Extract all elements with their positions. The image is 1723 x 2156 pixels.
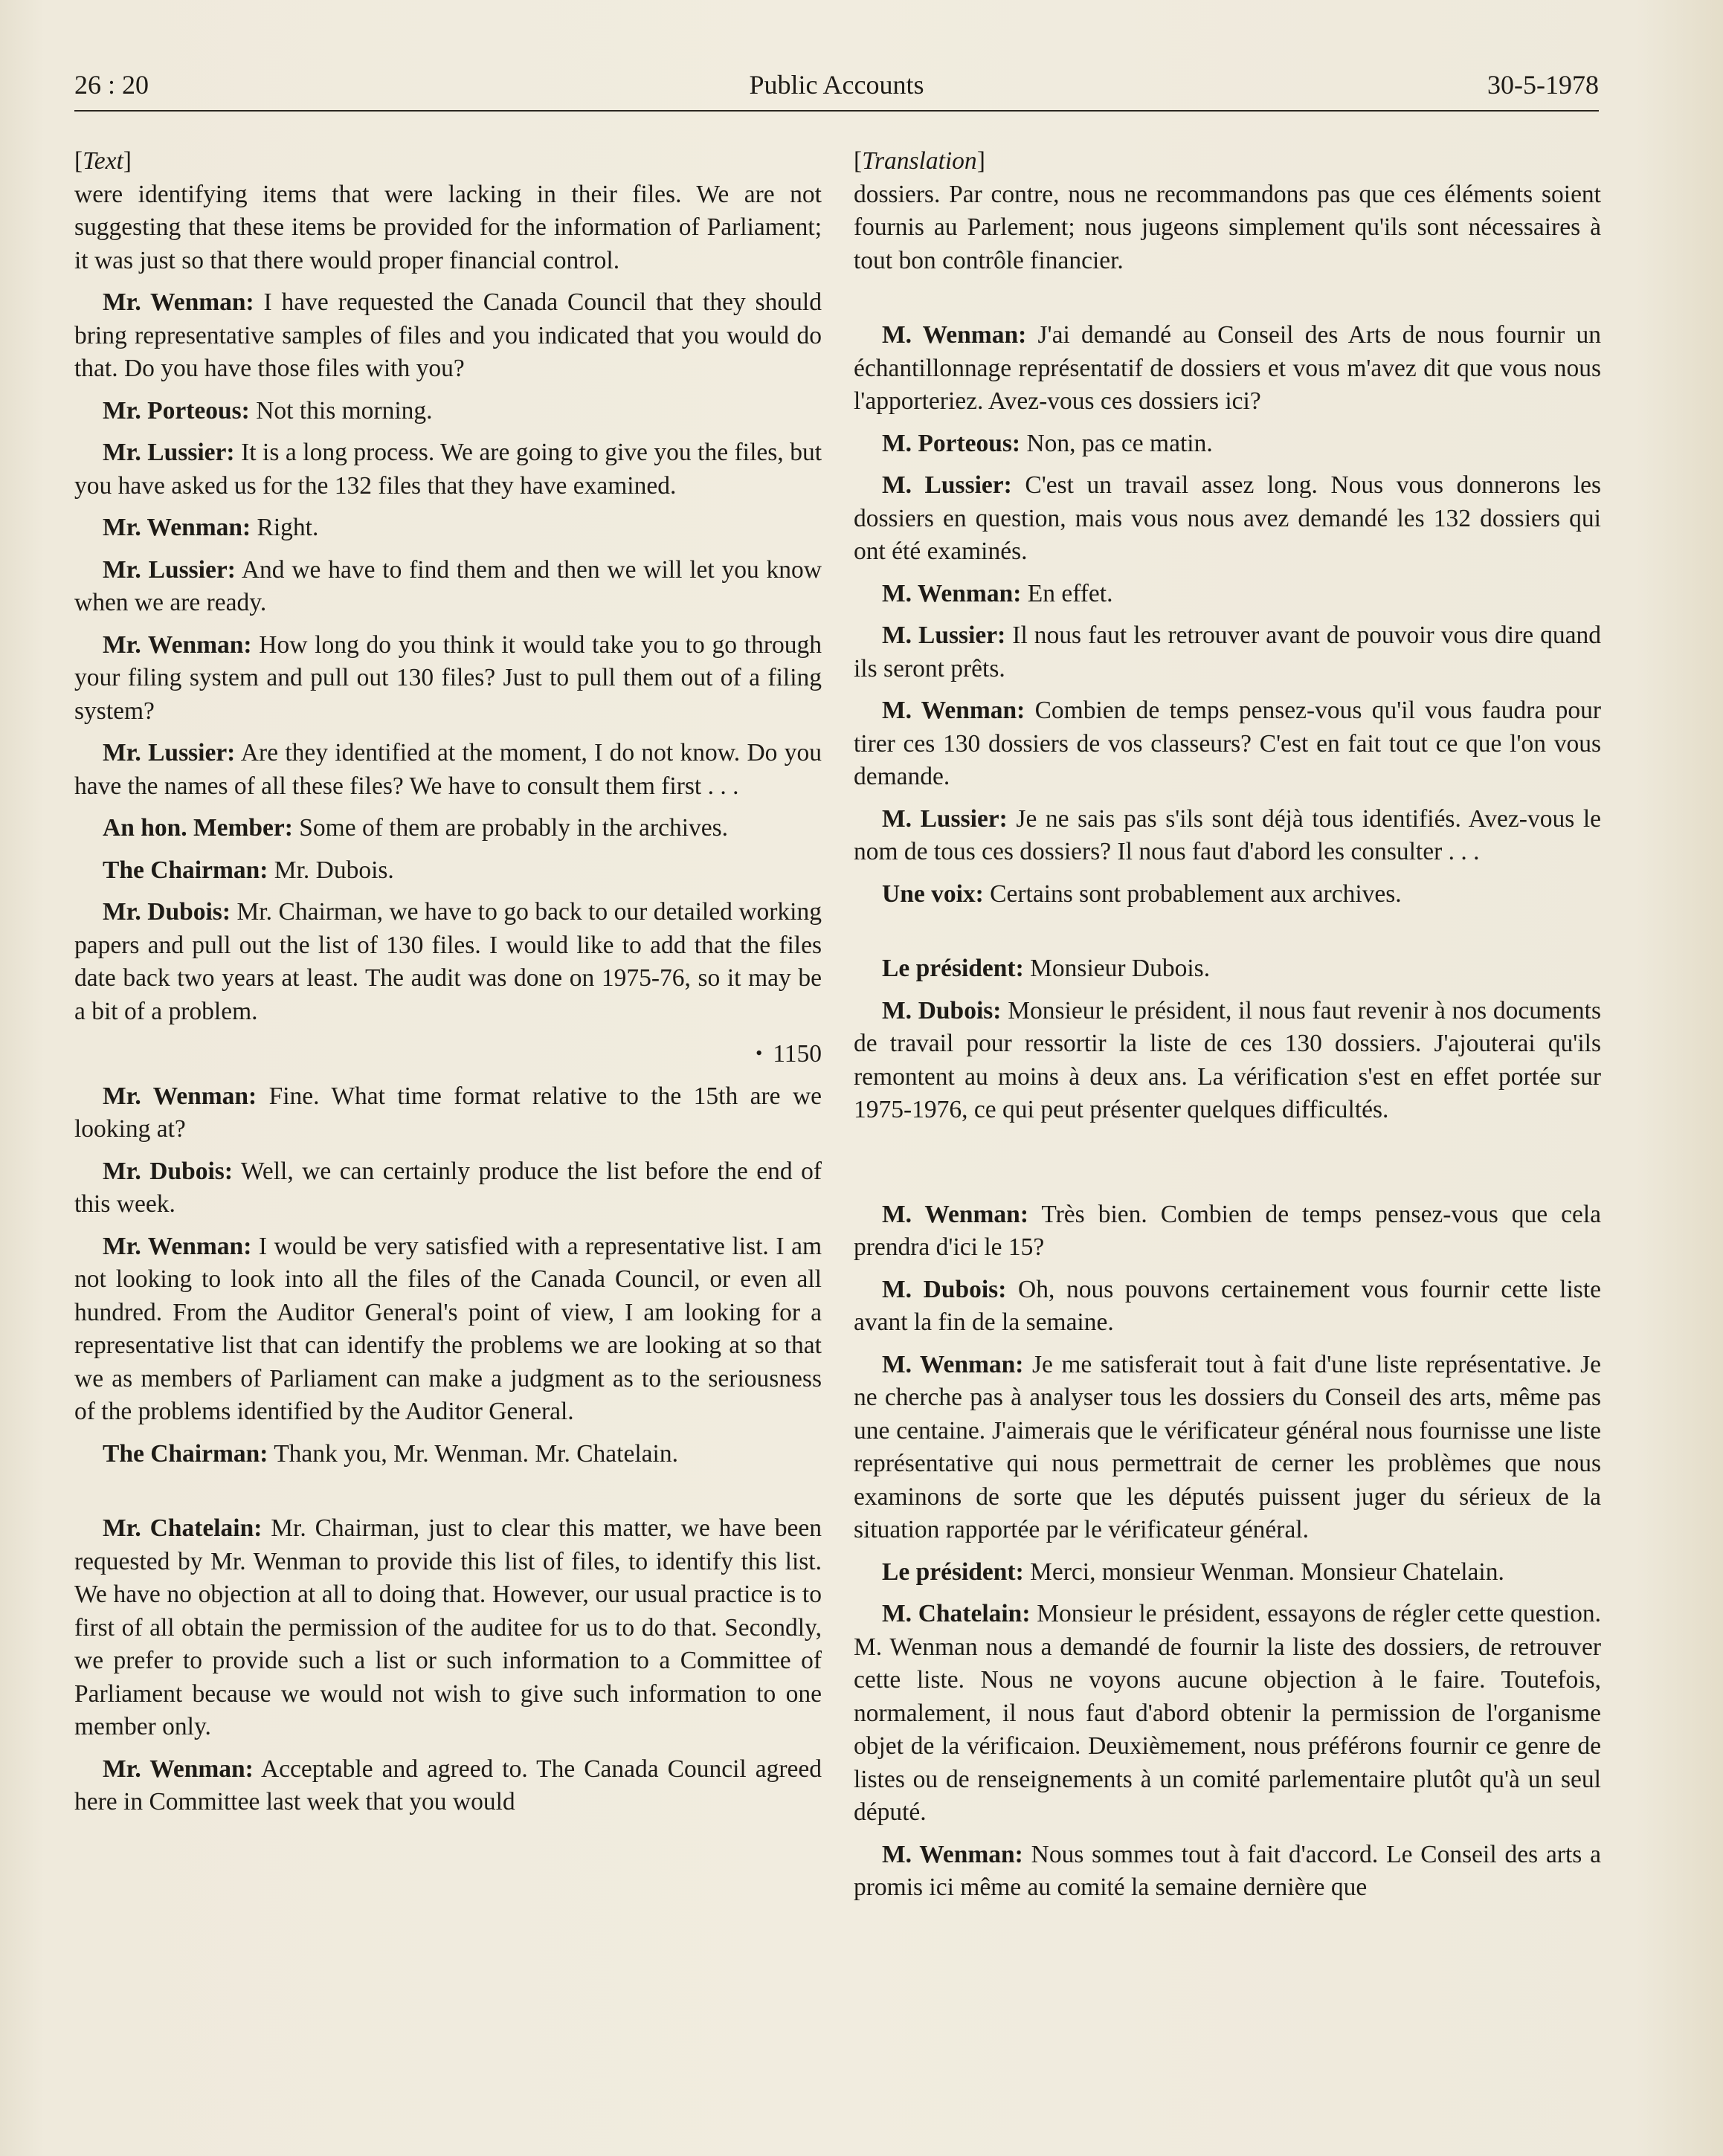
speech: Mr. Wenman: I have requested the Canada Council that they should bring representative samples of files and you indicated that you would do that. Do you have those files with you? xyxy=(74,288,822,382)
speaker: The Chairman: xyxy=(103,1439,268,1468)
speech: M. Porteous: Non, pas ce matin. xyxy=(882,429,1213,457)
speaker: An hon. Member: xyxy=(103,814,293,842)
french-column xyxy=(854,145,1601,1905)
speaker: Mr. Chatelain: xyxy=(103,1514,263,1542)
speech: M. Lussier: Il nous faut les retrouver avant de pouvoir vous dire quand ils seront prêts. xyxy=(854,622,1601,682)
speech: M. Wenman: En effet. xyxy=(882,579,1113,607)
column-label: [Text] xyxy=(74,147,132,175)
speech: Le président: Monsieur Dubois. xyxy=(882,955,1211,982)
speaker: Mr. Wenman: xyxy=(103,1082,257,1110)
speaker: M. Lussier: xyxy=(882,622,1006,649)
speaker: M. Lussier: xyxy=(882,804,1008,833)
speaker: Mr. Porteous: xyxy=(103,396,250,425)
speaker: Une voix: xyxy=(882,879,984,908)
speech: Mr. Lussier: It is a long process. We are going to give you the files, but you have asked us for the 132 files that they have examined. xyxy=(74,439,822,500)
speech: Mr. Wenman: Fine. What time format relative to the 15th are we looking at? xyxy=(74,1082,822,1143)
speaker: M. Lussier: xyxy=(882,471,1012,499)
speaker: M. Dubois: xyxy=(882,1275,1007,1303)
speech: M. Dubois: Oh, nous pouvons certainement vous fournir cette liste avant la fin de la semaine. xyxy=(854,1275,1602,1336)
speech: Mr. Lussier: And we have to find them and then we will let you know when we are ready. xyxy=(74,555,822,616)
speaker: M. Wenman: xyxy=(882,1350,1024,1378)
speaker: M. Wenman: xyxy=(882,321,1027,349)
speaker: Le président: xyxy=(882,955,1024,982)
speech: Mr. Wenman: How long do you think it would take you to go through your filing system and pull out 130 files? Just to pull them out of a filing system? xyxy=(74,630,822,725)
speech: Mr. Dubois: Well, we can certainly produce the list before the end of this week. xyxy=(74,1157,822,1218)
speaker: M. Chatelain: xyxy=(882,1600,1031,1627)
speaker: Mr. Lussier: xyxy=(103,555,236,584)
english-column xyxy=(74,145,822,1819)
speaker: Mr. Dubois: xyxy=(103,1157,233,1185)
column-label: [Translation] xyxy=(854,147,985,175)
speaker: Mr. Lussier: xyxy=(103,739,236,766)
speech: M. Wenman: Combien de temps pensez-vous qu'il vous faudra pour tirer ces 130 dossiers de vos classeurs? C'est en fait tout ce que l'on vous demande. xyxy=(854,697,1602,790)
speaker: M. Dubois: xyxy=(882,996,1002,1024)
speech: Mr. Chatelain: Mr. Chairman, just to clear this matter, we have been requested by Mr. Wenman to provide this list of files, to identify this list. We have no objection at all to doing that. However, our usual practice is to first of all obtain the permission of the auditee for us to do that. Secondly, we prefer to provide such a list or such information to a Committee of Parliament because we would not wish to give such information to one member only. xyxy=(74,1514,822,1740)
speech: M. Wenman: Très bien. Combien de temps pensez-vous que cela prendra d'ici le 15? xyxy=(854,1200,1602,1261)
speaker: M. Porteous: xyxy=(882,429,1021,457)
speech: Mr. Dubois: Mr. Chairman, we have to go back to our detailed working papers and pull out the list of 130 files. I would like to add that the files date back two years at least. The audit was done on 1975-76, so it may be a bit of a problem. xyxy=(74,898,822,1025)
speech: M. Dubois: Monsieur le président, il nous faut revenir à nos documents de travail pour ressortir la liste de ces 130 dossiers. J'ajouterai qu'ils remontent au moins à deux ans. La vérification s'est en effet portée sur 1975-1976, ce qui peut présenter quelques difficultés. xyxy=(854,996,1602,1123)
speaker: Mr. Wenman: xyxy=(103,630,252,659)
speech: Mr. Wenman: I would be very satisfied with a representative list. I am not looking to look into all the files of the Canada Council, or even all hundred. From the Auditor General's point of view, I am looking for a representative list that can identify the problems we are looking at so that we as members of Parliament can make a judgment as to the seriousness of the problems identified by the Auditor General. xyxy=(74,1232,822,1425)
speech: M. Wenman: J'ai demandé au Conseil des Arts de nous fournir un échantillonnage représentatif de dossiers et vous m'avez dit que vous nous l'apporteriez. Avez-vous ces dossiers ici? xyxy=(854,321,1601,415)
speech: The Chairman: Mr. Dubois. xyxy=(103,856,394,884)
speech: An hon. Member: Some of them are probably in the archives. xyxy=(103,814,729,842)
speaker: M. Wenman: xyxy=(882,1840,1023,1868)
continued-paragraph: were identifying items that were lacking in their files. We are not suggesting that these items be provided for the information of Parliament; it was just so that there would proper financial control. xyxy=(74,180,822,274)
speech: M. Lussier: Je ne sais pas s'ils sont déjà tous identifiés. Avez-vous le nom de tous ces dossiers? Il nous faut d'abord les consulter . . . xyxy=(854,804,1601,865)
speaker: M. Wenman: xyxy=(882,579,1022,607)
speech: Une voix: Certains sont probablement aux archives. xyxy=(882,879,1402,908)
speaker: The Chairman: xyxy=(103,856,268,884)
speech: M. Wenman: Nous sommes tout à fait d'accord. Le Conseil des arts a promis ici même au comité la semaine dernière que xyxy=(854,1840,1601,1901)
page-number: 26 : 20 xyxy=(74,70,149,100)
time-marker: • 1150 xyxy=(756,1040,822,1068)
speaker: Mr. Wenman: xyxy=(103,288,254,316)
publication-title: Public Accounts xyxy=(749,70,924,100)
speech: The Chairman: Thank you, Mr. Wenman. Mr. Chatelain. xyxy=(103,1439,678,1468)
speech: M. Lussier: C'est un travail assez long. Nous vous donnerons les dossiers en question, mais vous nous avez demandé les 132 dossiers qui ont été examinés. xyxy=(854,471,1601,565)
speaker: Mr. Wenman: xyxy=(103,514,251,541)
running-header xyxy=(74,68,1599,112)
sitting-date: 30-5-1978 xyxy=(1487,70,1599,100)
speaker: M. Wenman: xyxy=(882,697,1025,724)
bullet-icon: • xyxy=(756,1042,763,1064)
continued-paragraph: dossiers. Par contre, nous ne recommandons pas que ces éléments soient fournis au Parlement; nous jugeons simplement qu'ils sont nécessaires à tout bon contrôle financier. xyxy=(854,180,1601,274)
speech: Mr. Lussier: Are they identified at the moment, I do not know. Do you have the names of all these files? We have to consult them first . . . xyxy=(74,739,822,800)
speaker: Mr. Lussier: xyxy=(103,439,235,466)
speech: Mr. Wenman: Right. xyxy=(103,514,319,541)
speaker: Mr. Wenman: xyxy=(103,1232,252,1260)
speech: M. Wenman: Je me satisferait tout à fait d'une liste représentative. Je ne cherche pas à analyser tous les dossiers du Conseil des arts, même pas une centaine. J'aimerais que le vérificateur général nous fournisse une liste représentative qui nous permettrait de cerner les problèmes que nous examinons de sorte que les députés puissent juger du sérieux de la situation rapportée par le vérificateur général. xyxy=(854,1350,1602,1543)
speech: Mr. Wenman: Acceptable and agreed to. The Canada Council agreed here in Committee last week that you would xyxy=(74,1755,822,1816)
speech: Mr. Porteous: Not this morning. xyxy=(103,396,433,425)
speaker: Mr. Dubois: xyxy=(103,898,231,926)
speaker: Le président: xyxy=(882,1558,1024,1586)
speaker: Mr. Wenman: xyxy=(103,1755,254,1783)
speech: M. Chatelain: Monsieur le président, essayons de régler cette question. M. Wenman nous a demandé de fournir la liste des dossiers, de retrouver cette liste. Nous ne voyons aucune objection à le faire. Toutefois, normalement, il nous faut d'abord obtenir la permission de l'organisme objet de la vérificaion. Deuxièmement, nous préférons fournir ce genre de listes ou de renseignements à un comité parlementaire plutôt qu'à un seul député. xyxy=(854,1600,1601,1826)
speech: Le président: Merci, monsieur Wenman. Monsieur Chatelain. xyxy=(882,1558,1504,1586)
speaker: M. Wenman: xyxy=(882,1200,1028,1228)
